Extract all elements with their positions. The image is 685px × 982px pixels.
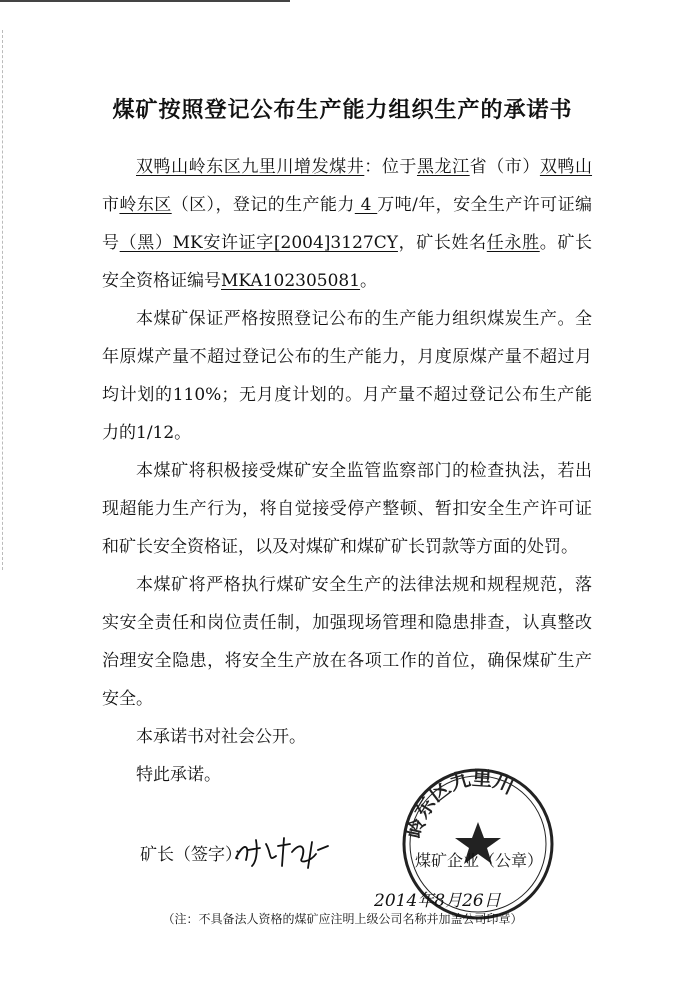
paragraph-closing: 特此承诺。 (136, 765, 221, 785)
intro-text: 省（市） (469, 157, 540, 177)
province: 黑龙江 (416, 157, 470, 177)
intro-text: ：位于 (364, 157, 417, 177)
intro-text: 。矿长安全资格证编号 (102, 233, 593, 291)
paragraph-inspection: 本煤矿将积极接受煤矿安全监管监察部门的检查执法，若出现超能力生产行为，将自觉接受停产整顿、暂扣安全生产许可证和矿长安全资格证，以及对煤矿和煤矿矿长罚款等方面的处罚。 (102, 461, 592, 557)
intro-paragraph (102, 148, 592, 300)
signature-label: 矿长（签字）： (140, 845, 251, 865)
seal-text: 岭东区九里川 (402, 765, 518, 841)
date-text: 2014年8月26日 (374, 891, 501, 911)
paragraph-public: 本承诺书对社会公开。 (136, 727, 306, 747)
document-body (102, 148, 592, 794)
mine-name: 双鸭山岭东区九里川增发煤井 (136, 157, 365, 177)
svg-text:岭东区九里川 (403, 766, 518, 841)
manager-name: 任永胜 (486, 233, 540, 253)
intro-text: （区），登记的生产能力 (171, 195, 355, 215)
handwritten-signature (232, 832, 332, 872)
top-rule (0, 0, 290, 2)
seal-label: 煤矿企业（公章） (415, 851, 544, 870)
paragraph-capacity: 本煤矿保证严格按照登记公布的生产能力组织煤炭生产。全年原煤产量不超过登记公布的生产能力，月度原煤产量不超过月均计划的110%；无月度计划的。月产量不超过登记公布生产能力的1/12。 (102, 309, 592, 443)
intro-text: 。 (360, 271, 378, 291)
document-title: 煤矿按照登记公布生产能力组织生产的承诺书 (112, 97, 573, 123)
city: 双鸭山 (539, 157, 593, 177)
district: 岭东区 (119, 195, 172, 215)
license-number: （黑）MK安许证字[2004]3127CY (119, 233, 398, 253)
intro-text: 万吨/年，安全生产许可证编号 (102, 195, 593, 253)
intro-text: 市 (102, 195, 120, 215)
paragraph-safety: 本煤矿将严格执行煤矿安全生产的法律法规和规程规范，落实安全责任和岗位责任制，加强现场管理和隐患排查，认真整改治理安全隐患，将安全生产放在各项工作的首位，确保煤矿生产安全。 (102, 575, 592, 709)
capacity: 4 (354, 195, 378, 215)
intro-text: ，矿长姓名 (397, 233, 487, 253)
footnote: （注：不具备法人资格的煤矿应注明上级公司名称并加盖公司印章） (162, 912, 523, 926)
certificate-number: MKA102305081 (221, 271, 361, 291)
